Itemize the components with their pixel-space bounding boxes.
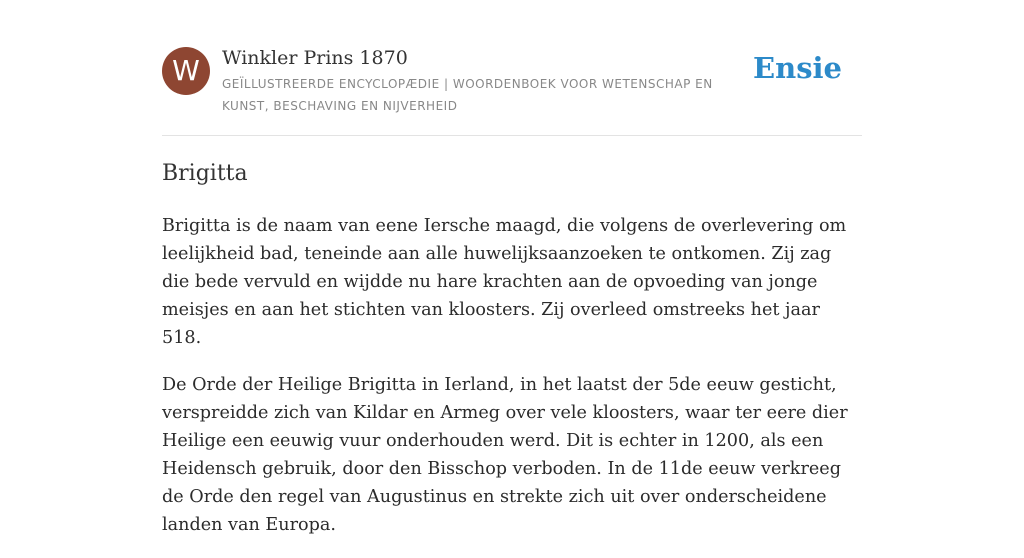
entry-paragraph: Brigitta is de naam van eene Iersche maagd, die volgens de overlevering om leelijkheid bad, teneinde aan alle huwelijksaanzoeken te ontkomen. Zij zag die bede vervuld en wijdde nu hare krachten aan de opvoeding van jonge meisjes en aan het stichten van kloosters. Zij overleed omstreeks het jaar 518. xyxy=(162,216,847,348)
source-header xyxy=(162,0,862,136)
page-container xyxy=(162,0,862,535)
entry-paragraph: De Orde der Heilige Brigitta in Ierland, in het laatst der 5de eeuw gesticht, verspreidde zich van Kildar en Armeg over vele kloosters, waar ter eere dier Heilige een eeuwig vuur onderhouden werd. Dit is echter in 1200, als een Heidensch gebruik, door den Bisschop verboden. In de 11de eeuw verkreeg de Orde den regel van Augustinus en strekte zich uit over onderscheidene landen van Europa. xyxy=(162,375,848,535)
ensie-logo[interactable]: Ensie xyxy=(753,51,842,85)
entry-title: Brigitta xyxy=(162,161,248,186)
source-title[interactable]: Winkler Prins 1870 xyxy=(222,47,408,69)
source-avatar[interactable]: W xyxy=(162,47,210,95)
entry-body xyxy=(162,212,862,558)
source-subtitle: GEÏLLUSTREERDE ENCYCLOPÆDIE | WOORDENBOEK VOOR WETENSCHAP EN KUNST, BESCHAVING EN NIJVERHEID xyxy=(222,77,713,113)
